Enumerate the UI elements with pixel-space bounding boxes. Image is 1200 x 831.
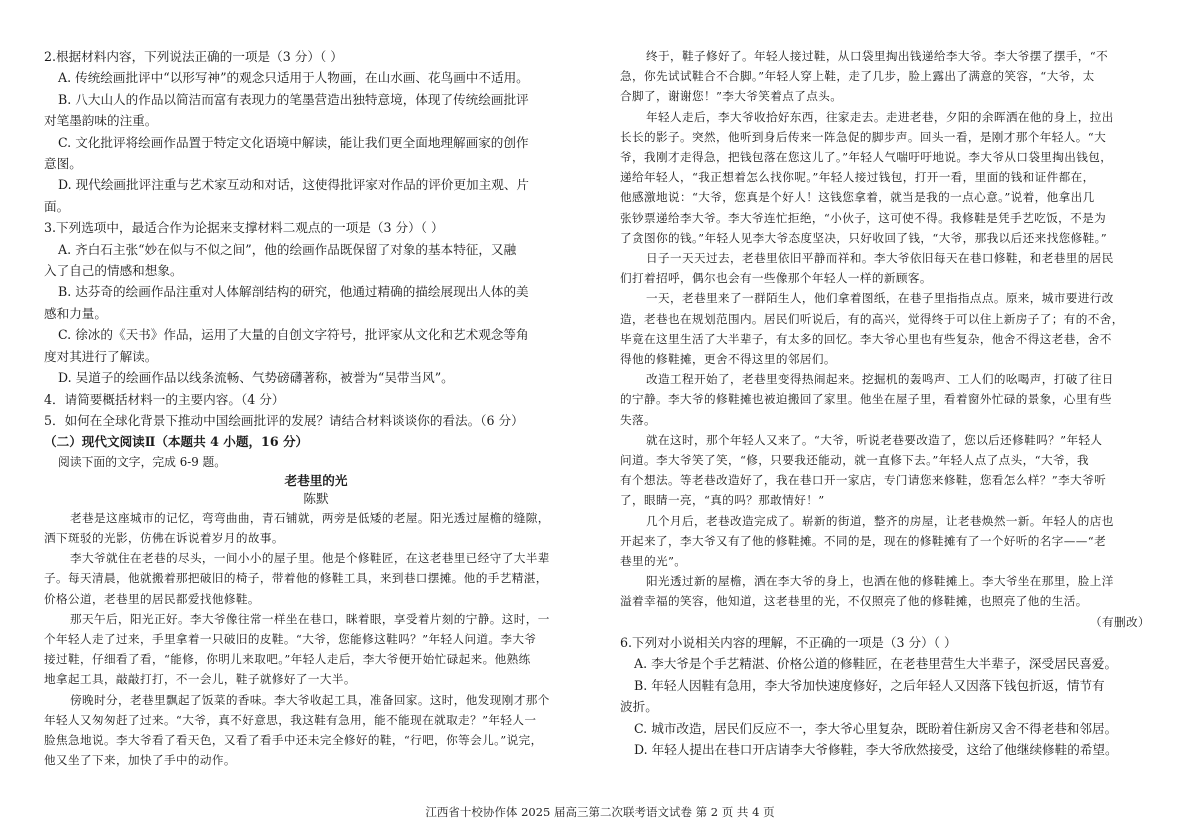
story-line: 洒下斑驳的光影，仿佛在诉说着岁月的故事。: [44, 530, 284, 545]
option-b-cont: 对笔墨韵味的注重。: [44, 113, 158, 129]
story-line: 价格公道，老巷里的居民都爱找他修鞋。: [44, 591, 260, 606]
option-a: A. 齐白石主张“妙在似与不似之间”，他的绘画作品既保留了对象的基本特征，又融: [58, 241, 517, 257]
option-d-cont: 面。: [44, 198, 70, 214]
story-paragraph: 一天，老巷里来了一群陌生人，他们拿着图纸，在巷子里指指点点。原来，城市要进行改: [646, 291, 1114, 306]
story-paragraph: 李大爷就住在老巷的尽头，一间小小的屋子里。他是个修鞋匠，在这老巷里已经守了大半辈: [70, 551, 550, 566]
option-a: A. 李大爷是个手艺精湛、价格公道的修鞋匠，在老巷里营生大半辈子，深受居民喜爱。: [634, 656, 1118, 672]
story-line: 造，老巷也在规划范围内。居民们听说后，有的高兴，觉得终于可以住上新房子了；有的不舍，: [620, 311, 1124, 326]
story-paragraph: 改造工程开始了，老巷里变得热闹起来。挖掘机的轰鸣声、工人们的吆喝声，打破了往日: [646, 372, 1114, 387]
option-a: A. 传统绘画批评中“以形写神”的观念只适用于人物画，在山水画、花鸟画中不适用。: [58, 70, 529, 86]
abridged-note: （有删改）: [1090, 614, 1150, 629]
option-b-cont: 感和力量。: [44, 305, 107, 321]
story-line: 个年轻人走了过来，手里拿着一只破旧的皮鞋。“大爷，您能修这鞋吗？”年轻人问道。李大爷: [44, 631, 537, 646]
question-4: 4．请简要概括材料一的主要内容。（4 分）: [44, 391, 285, 407]
story-paragraph: 几个月后，老巷改造完成了。崭新的街道，整齐的房屋，让老巷焕然一新。年轻人的店也: [646, 513, 1114, 528]
story-line: 地拿起工具，敲敲打打，不一会儿，鞋子就修好了一大半。: [44, 672, 356, 687]
section-heading: （二）现代文阅读Ⅱ（本题共 4 小题，16 分）: [44, 434, 309, 450]
story-line: 年轻人又匆匆赶了过来。“大爷，真不好意思，我这鞋有急用，能不能现在就取走？”年轻人一: [44, 712, 537, 727]
story-paragraph: 日子一天天过去，老巷里依旧平静而祥和。李大爷依旧每天在巷口修鞋，和老巷里的居民: [646, 251, 1114, 266]
story-line: 他感激地说：“大爷，您真是个好人！这钱您拿着，就当是我的一点心意。”说着，他拿出几: [620, 190, 1095, 205]
reading-instruction: 阅读下面的文字，完成 6-9 题。: [58, 454, 227, 469]
story-paragraph: 阳光透过新的屋檐，洒在李大爷的身上，也洒在他的修鞋摊上。李大爷坐在那里，脸上洋: [646, 574, 1114, 589]
question-6: [620, 632, 1160, 760]
story-line: 问道。李大爷笑了笑，“修，只要我还能动，就一直修下去。”年轻人点了点头，“大爷，我: [620, 453, 1089, 468]
right-column: [620, 46, 1160, 760]
page-footer: 江西省十校协作体 2025 届高三第二次联考语文试卷 第 2 页 共 4 页: [425, 805, 775, 819]
story-paragraph: 老巷是这座城市的记忆，弯弯曲曲，青石铺就，两旁是低矮的老屋。阳光透过屋檐的缝隙，: [70, 510, 550, 525]
story-line: 他又坐了下来，加快了手中的动作。: [44, 753, 236, 768]
story-line: 合脚了，谢谢您！”李大爷笑着点了点头。: [620, 89, 843, 104]
story-line: 急，你先试试鞋合不合脚。”年轻人穿上鞋，走了几步，脸上露出了满意的笑容，“大爷，太: [620, 69, 1095, 84]
option-c-cont: 度对其进行了解读。: [44, 348, 158, 364]
story-line: 子。每天清晨，他就搬着那把破旧的椅子，带着他的修鞋工具，来到巷口摆摊。他的手艺精湛，: [44, 571, 548, 586]
story-line: 了，眼睛一亮，“真的吗？那敢情好！”: [620, 493, 825, 508]
option-d: D. 吴道子的绘画作品以线条流畅、气势磅礴著称，被誉为“吴带当风”。: [58, 370, 454, 386]
story-line: 失落。: [620, 412, 656, 427]
story-line: 得他的修鞋摊，更舍不得这里的邻居们。: [620, 352, 836, 367]
story-title: 老巷里的光: [284, 472, 348, 488]
story-line: 有个想法。等老巷改造好了，我在巷口开一家店，专门请您来修鞋，您看怎么样？”李大爷听: [620, 473, 1107, 488]
story-line: 递给年轻人，“我正想着怎么找你呢。”年轻人接过钱包，打开一看，里面的钱和证件都在，: [620, 170, 1095, 185]
story-line: 溢着幸福的笑容，他知道，这老巷里的光，不仅照亮了他的修鞋摊，也照亮了他的生活。: [620, 594, 1088, 609]
story-paragraph: 终于，鞋子修好了。年轻人接过鞋，从口袋里掏出钱递给李大爷。李大爷摆了摆手，“不: [646, 49, 1109, 63]
option-a-cont: 入了自己的情感和想象。: [44, 263, 183, 279]
story-line: 了贪图你的钱。”年轻人见李大爷态度坚决，只好收回了钱，“大爷，那我以后还来找您修鞋。”: [620, 230, 1108, 245]
option-d: D. 现代绘画批评注重与艺术家互动和对话，这使得批评家对作品的评价更加主观、片: [58, 177, 530, 193]
question-2: [44, 46, 588, 217]
story-text-left: [44, 508, 588, 771]
story-text-right: [620, 46, 1160, 612]
story-line: 的宁静。李大爷的修鞋摊也被迫搬回了家里。他坐在屋子里，看着窗外忙碌的景象，心里有些: [620, 392, 1112, 407]
story-line: 接过鞋，仔细看了看，“能修，你明儿来取吧。”年轻人走后，李大爷便开始忙碌起来。他熟练: [44, 652, 531, 667]
story-paragraph: 傍晚时分，老巷里飘起了饭菜的香味。李大爷收起工具，准备回家。这时，他发现刚才那个: [70, 692, 550, 707]
story-line: 巷里的光”。: [620, 554, 687, 569]
option-c: C. 文化批评将绘画作品置于特定文化语境中解读，能让我们更全面地理解画家的创作: [58, 134, 529, 150]
story-line: 们打着招呼，偶尔也会有一些像那个年轻人一样的新顾客。: [620, 271, 932, 286]
story-line: 脸焦急地说。李大爷看了看天色，又看了看手中还未完全修好的鞋，“行吧，你等会儿。”说完，: [44, 732, 543, 747]
question-stem: 2.根据材料内容，下列说法正确的一项是（3 分）（ ）: [44, 49, 343, 64]
story-author: 陈默: [303, 490, 329, 506]
option-b: B. 八大山人的作品以简洁而富有表现力的笔墨营造出独特意境，体现了传统绘画批评: [58, 91, 529, 107]
option-b-cont: 波折。: [620, 699, 658, 715]
story-line: 长长的影子。突然，他听到身后传来一阵急促的脚步声。回头一看，是刚才那个年轻人。“大: [620, 129, 1107, 144]
question-stem: 3.下列选项中，最适合作为论据来支撑材料二观点的一项是（3 分）（ ）: [44, 220, 444, 236]
story-line: 毕竟在这里生活了大半辈子，有太多的回忆。李大爷心里也有些复杂，他舍不得这老巷，舍不: [620, 331, 1112, 346]
option-d: D. 年轻人提出在巷口开店请李大爷修鞋，李大爷欣然接受，这给了他继续修鞋的希望。: [634, 741, 1118, 757]
option-c-cont: 意图。: [44, 156, 82, 172]
story-paragraph: 就在这时，那个年轻人又来了。“大爷，听说老巷要改造了，您以后还修鞋吗？”年轻人: [646, 432, 1103, 447]
story-paragraph: 那天午后，阳光正好。李大爷像往常一样坐在巷口，眯着眼，享受着片刻的宁静。这时，一: [70, 611, 550, 626]
story-paragraph: 年轻人走后，李大爷收拾好东西，往家走去。走进老巷，夕阳的余晖洒在他的身上，拉出: [646, 109, 1114, 124]
story-line: 爷，我刚才走得急，把钱包落在您这儿了。”年轻人气喘吁吁地说。李大爷从口袋里掏出钱包，: [620, 150, 1113, 165]
question-3: [44, 217, 588, 388]
option-b: B. 年轻人因鞋有急用，李大爷加快速度修好，之后年轻人又因落下钱包折返，情节有: [634, 677, 1105, 693]
option-c: C. 城市改造，居民们反应不一，李大爷心里复杂，既盼着住新房又舍不得老巷和邻居。: [634, 720, 1118, 736]
question-5: 5．如何在全球化背景下推动中国绘画批评的发展？请结合材料谈谈你的看法。（6 分）: [44, 412, 524, 428]
story-line: 张钞票递给李大爷。李大爷连忙拒绝，“小伙子，这可使不得。我修鞋是凭手艺吃饭，不是为: [620, 210, 1107, 225]
option-c: C. 徐冰的《天书》作品，运用了大量的自创文字符号，批评家从文化和艺术观念等角: [58, 327, 529, 343]
question-stem: 6.下列对小说相关内容的理解，不正确的一项是（3 分）（ ）: [620, 634, 957, 650]
left-column: [44, 46, 588, 770]
story-line: 开起来了，李大爷又有了他的修鞋摊。不同的是，现在的修鞋摊有了一个好听的名字——“老: [620, 533, 1107, 548]
option-b: B. 达芬奇的绘画作品注重对人体解剖结构的研究，他通过精确的描绘展现出人体的美: [58, 284, 529, 300]
